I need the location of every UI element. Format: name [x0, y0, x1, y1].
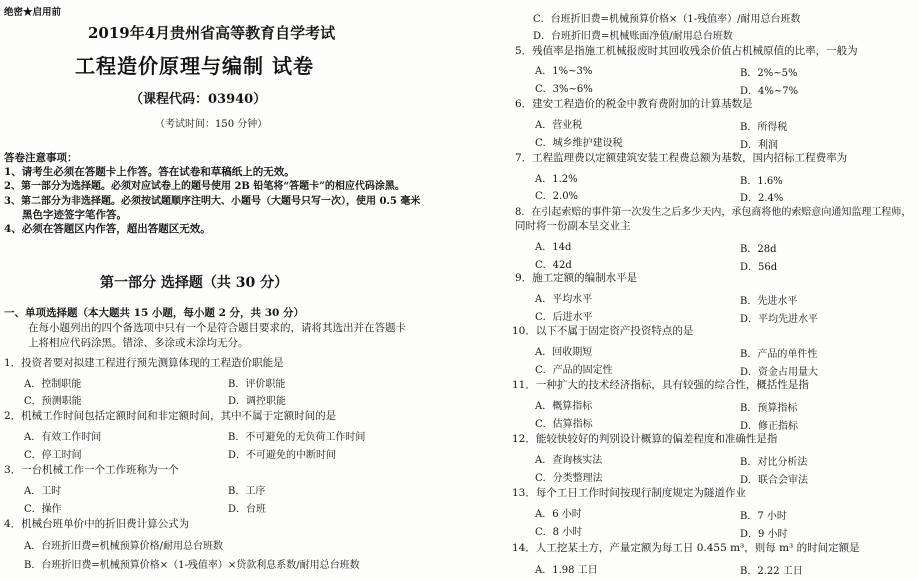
question-8: 8．在引起索赔的事件第一次发生之后多少天内，承包商将他的索赔意向通知监理工程师， [515, 207, 912, 218]
option-a: A．1%~3% [535, 66, 593, 77]
option-a: A．台班折旧费=机械预算价格/耐用总台班数 [24, 541, 223, 552]
question-5: 5．残值率是指施工机械报废时其回收残余价值占机械原值的比率，一般为 [515, 45, 858, 57]
question-12: 12．能较快较好的判别设计概算的偏差程度和准确性是指 [512, 433, 778, 445]
section-title: 一、单项选择题（本大题共 15 小题，每小题 2 分，共 30 分） [4, 307, 304, 319]
note-item: 1、请考生必须在答题卡上作答。答在试卷和草稿纸上的无效。 [4, 166, 295, 178]
option-c: C．分类整理法 [535, 473, 603, 484]
right-column [455, 0, 918, 579]
notes-title: 答卷注意事项： [4, 152, 78, 164]
option-a: A．1.2% [535, 174, 578, 185]
option-c: C．2.0% [535, 191, 579, 202]
option-b: B．不可避免的无负荷工作时间 [228, 432, 366, 443]
part1-title: 第一部分 选择题（共 30 分） [100, 275, 289, 291]
question-6: 6．建安工程造价的税金中教育费附加的计算基数是 [515, 98, 753, 110]
option-b: B．28d [740, 244, 777, 255]
option-a: A．6 小时 [535, 509, 582, 520]
exam-time: （考试时间：150 分钟） [155, 119, 268, 130]
note-item: 2、第一部分为选择题。必须对应试卷上的题号使用 2B 铅笔将“答题卡”的相应代码涂黑。 [4, 181, 405, 192]
option-d: D．台班折旧费=机械账面净值/耐用总台班数 [533, 31, 733, 42]
option-d: D．调控职能 [228, 396, 287, 407]
question-13: 13．每个工日工作时间按现行制度规定为隧道作业 [512, 487, 746, 499]
question-14: 14．人工挖某土方，产量定额为每工日 0.455 m³，则每 m³ 的时间定额是 [512, 542, 860, 554]
question-7: 7．工程监理费以定额建筑安装工程费总额为基数，国内招标工程费率为 [515, 152, 848, 164]
section-desc: 在每小题列出的四个备选项中只有一个是符合题目要求的，请将其选出并在答题卡 [28, 322, 406, 334]
note-item: 黑色字迹签字笔作答。 [22, 209, 127, 221]
option-d: D．不可避免的中断时间 [228, 450, 337, 461]
left-column [0, 0, 455, 579]
option-a: A．工时 [24, 486, 62, 497]
option-a: A．回收期短 [535, 347, 593, 358]
option-c: C．产品的固定性 [535, 365, 613, 376]
question-11: 11．一种扩大的技术经济指标，具有较强的综合性，概括性是指 [512, 379, 809, 391]
option-d: D．4%~7% [740, 86, 799, 97]
paper-title: 工程造价原理与编制 试卷 [75, 54, 314, 78]
option-a: A．营业税 [535, 120, 583, 131]
course-code: （课程代码：03940） [130, 92, 267, 107]
question-10: 10．以下不属于固定资产投资特点的是 [512, 325, 694, 337]
option-b: B．台班折旧费=机械预算价格×（1-残值率）×贷款利息系数/耐用总台班数 [24, 560, 360, 571]
option-c: C．42d [535, 260, 572, 271]
option-b: B．工序 [228, 486, 266, 497]
question-4: 4．机械台班单价中的折旧费计算公式为 [4, 518, 190, 530]
option-c: C．3%~6% [535, 84, 593, 95]
option-d: D．利润 [740, 140, 779, 151]
option-c: C．预测职能 [24, 396, 82, 407]
section-desc: 上将相应代码涂黑。错涂、多涂或未涂均无分。 [28, 337, 249, 349]
option-b: B．产品的单件性 [740, 349, 818, 360]
option-d: D．资金占用量大 [740, 367, 819, 378]
exam-header: 2019年4月贵州省高等教育自学考试 [88, 24, 336, 42]
secret-label: 绝密★启用前 [4, 7, 62, 18]
option-b: B．对比分析法 [740, 457, 808, 468]
option-c: C．停工时间 [24, 450, 82, 461]
option-a: A．控制职能 [24, 379, 82, 390]
note-item: 4、必须在答题区内作答，超出答题区无效。 [4, 223, 211, 235]
option-b: B．7 小时 [740, 511, 787, 522]
option-c: C．台班折旧费=机械预算价格×（1-残值率）/耐用总台班数 [533, 14, 801, 25]
option-c: C．后进水平 [535, 312, 593, 323]
note-item: 3、第二部分为非选择题。必须按试题顺序注明大、小题号（大题号只写一次），使用 0.5 毫米 [4, 196, 421, 207]
option-d: D．台班 [228, 504, 267, 515]
option-d: D．修正指标 [740, 421, 799, 432]
option-c: C．操作 [24, 504, 62, 515]
option-d: D．9 小时 [740, 529, 788, 540]
option-b: B．所得税 [740, 122, 788, 133]
option-d: D．2.4% [740, 193, 784, 204]
option-b: B．2.22 工日 [740, 566, 803, 577]
option-a: A．有效工作时间 [24, 432, 102, 443]
question-1: 1．投资者要对拟建工程进行预先测算体现的工程造价职能是 [4, 357, 284, 369]
option-b: B．预算指标 [740, 403, 798, 414]
option-c: C．城乡维护建设税 [535, 138, 623, 149]
option-d: D．平均先进水平 [740, 314, 819, 325]
option-c: C．估算指标 [535, 419, 593, 430]
option-a: A．概算指标 [535, 401, 593, 412]
option-b: B．先进水平 [740, 296, 798, 307]
question-9: 9．施工定额的编制水平是 [515, 272, 638, 284]
option-b: B．评价职能 [228, 379, 286, 390]
question-2: 2．机械工作时间包括定额时间和非定额时间，其中不属于定额时间的是 [4, 410, 337, 422]
option-a: A．平均水平 [535, 294, 593, 305]
option-a: A．1.98 工日 [535, 565, 598, 576]
question-8-cont: 同时将一份副本呈交业主 [515, 220, 631, 232]
option-d: D．56d [740, 262, 778, 273]
option-d: D．联合会审法 [740, 475, 809, 486]
option-c: C．8 小时 [535, 527, 583, 538]
option-b: B．2%~5% [740, 68, 798, 79]
option-a: A．14d [535, 242, 572, 253]
option-b: B．1.6% [740, 176, 783, 187]
question-3: 3．一台机械工作一个工作班称为一个 [4, 464, 179, 476]
option-a: A．查询核实法 [535, 455, 603, 466]
